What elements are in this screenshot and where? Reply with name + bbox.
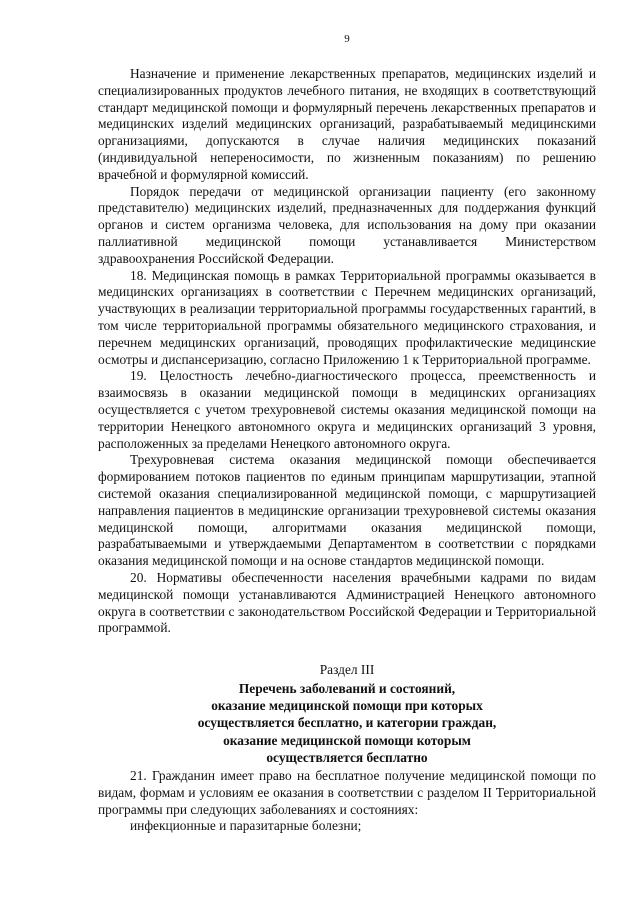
paragraph-item-20: 20. Нормативы обеспеченности населения врачебными кадрами по видам медицинской помощи устанавливаются Администрацией Ненецкого автономного округа в соответствии с законодательством Российской Федерации и Территориальной программой. <box>98 569 596 636</box>
paragraph-item-19: 19. Целостность лечебно-диагностического процесса, преемственность и взаимосвязь в оказании медицинской помощи в медицинских организациях осуществляется с учетом трехуровневой системы оказания медицинской помощи на территории Ненецкого автономного округа и медицинских организаций 3 уровня, расположенных за пределами Ненецкого автономного округа. <box>98 368 596 451</box>
page-number: 9 <box>344 33 350 45</box>
paragraph-item-18: 18. Медицинская помощь в рамках Территориальной программы оказывается в медицинских организациях в соответствии с Перечнем медицинских организаций, участвующих в реализации территориальной программы государственных гарантий, в том числе территориальной программы обязательного медицинского страхования, и перечнем медицинских организаций, проводящих профилактические медицинские осмотры и диспансеризацию, согласно Приложению 1 к Территориальной программе. <box>98 267 596 367</box>
paragraph-three-level-system: Трехуровневая система оказания медицинской помощи обеспечивается формированием потоков пациентов по единым принципам маршрутизации, этапной системой оказания специализированной медицинской помощи, с маршрутизацией направления пациентов в медицинские организации трехуровневой системы оказания медицинской помощи, алгоритмами оказания медицинской помощи, разрабатываемыми и утверждаемыми Департаментом в соответствии с порядками оказания медицинской помощи и на основе стандартов медицинской помощи. <box>98 452 596 569</box>
section-title-line: оказание медицинской помощи которым <box>223 732 471 748</box>
tail-text <box>98 768 596 835</box>
section-heading <box>98 661 596 766</box>
section-label: Раздел III <box>319 662 375 677</box>
paragraph-item-21: 21. Гражданин имеет право на бесплатное получение медицинской помощи по видам, формам и условиям ее оказания в соответствии с разделом II Территориальной программы при следующих заболеваниях и состояниях: <box>98 768 596 817</box>
section-title-line: осуществляется бесплатно <box>266 749 428 765</box>
section-title-line: Перечень заболеваний и состояний, <box>238 681 456 696</box>
paragraph-device-transfer: Порядок передачи от медицинской организации пациенту (его законному представителю) медицинских изделий, предназначенных для поддержания функций органов и систем организма человека, для использования на дому при оказании паллиативной медицинской помощи устанавливается Министерством здравоохранения Российской Федерации. <box>98 183 596 266</box>
list-item-infectious-diseases: инфекционные и паразитарные болезни; <box>130 818 362 834</box>
body-text <box>98 66 596 637</box>
section-title-line: осуществляется бесплатно, и категории граждан, <box>197 715 497 731</box>
section-title-line: оказание медицинской помощи при которых <box>211 698 483 714</box>
paragraph-medications: Назначение и применение лекарственных препаратов, медицинских изделий и специализированных продуктов лечебного питания, не входящих в соответствующий стандарт медицинской помощи и формулярный перечень лекарственных препаратов и медицинских изделий медицинских организаций, разрабатываемый медицинскими организациями, допускаются в случае наличия медицинских показаний (индивидуальной непереносимости, по жизненным показаниям) по решению врачебной и формулярной комиссий. <box>98 66 596 182</box>
